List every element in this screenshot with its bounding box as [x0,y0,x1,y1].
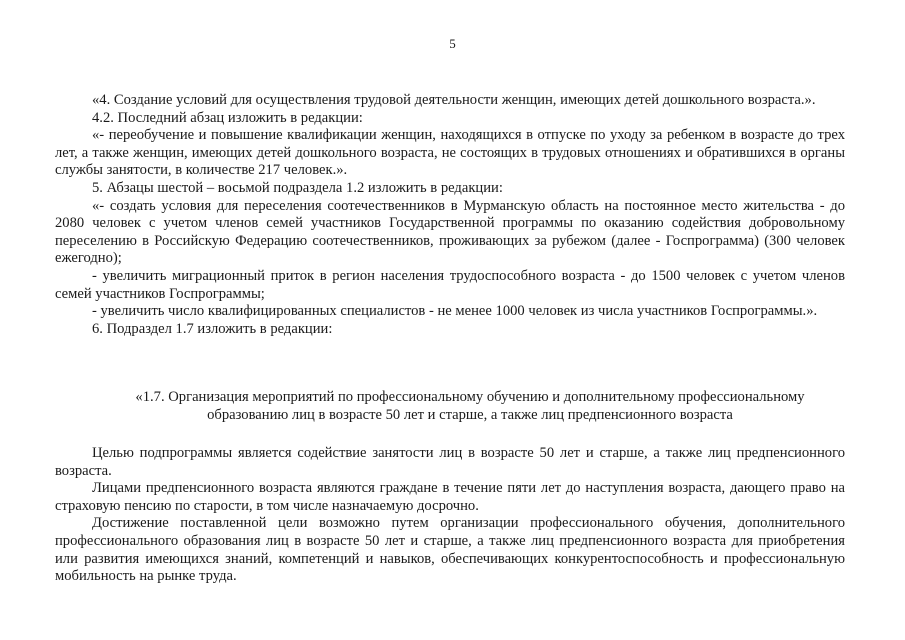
paragraph-resettlement-quote: «- создать условия для переселения соотечественников в Мурманскую область на постоянное место жительства - до 2080 человек с учетом членов семей участников Государственной программы по оказанию содействия добровольному переселению в Российскую Федерацию соотечественников, проживающих за рубежом (далее - Госпрограмма) (300 человек ежегодно); [55,197,845,267]
paragraph-goal: Целью подпрограммы является содействие занятости лиц в возрасте 50 лет и старше, а также лиц предпенсионного возраста. [55,445,845,479]
paragraph-4-2: 4.2. Последний абзац изложить в редакции: [92,109,363,126]
paragraph-item-4-quote: «4. Создание условий для осуществления трудовой деятельности женщин, имеющих детей дошкольного возраста.». [92,92,816,108]
paragraph-achievement: Достижение поставленной цели возможно путем организации профессионального обучения, дополнительного профессионального образования лиц в возрасте 50 лет и старше, а также лиц предпенсионного возраста для приобретения или развития имеющихся знаний, компетенций и навыков, обеспечивающих конкурентоспособность и профессиональную мобильность на рынке труда. [55,515,845,585]
section-body [55,445,845,586]
section-heading [110,389,830,424]
page-number: 5 [449,36,456,51]
section-heading-line-2: образованию лиц в возрасте 50 лет и старше, а также лиц предпенсионного возраста [207,406,733,423]
paragraph-5: 5. Абзацы шестой – восьмой подраздела 1.2 изложить в редакции: [92,179,503,196]
paragraph-retraining-quote: «- переобучение и повышение квалификации женщин, находящихся в отпуске по уходу за ребенком в возрасте до трех лет, а также женщин, имеющих детей дошкольного возраста, не состоящих в трудовых отношениях и обратившихся в органы службы занятости, в количестве 217 человек.». [55,127,845,179]
paragraph-6: 6. Подраздел 1.7 изложить в редакции: [92,320,333,337]
paragraph-pre-retirement-definition: Лицами предпенсионного возраста являются граждане в течение пяти лет до наступления возраста, дающего право на страховую пенсию по старости, в том числе назначаемую досрочно. [55,480,845,514]
paragraph-qualified-specialists: - увеличить число квалифицированных специалистов - не менее 1000 человек из числа участников Госпрограммы.». [92,303,818,320]
paragraph-migration-inflow: - увеличить миграционный приток в регион населения трудоспособного возраста - до 1500 человек с учетом членов семей участников Госпрограммы; [55,267,845,302]
amendment-text [55,92,845,338]
section-heading-line-1: «1.7. Организация мероприятий по профессиональному обучению и дополнительному профессиональному [135,389,805,405]
